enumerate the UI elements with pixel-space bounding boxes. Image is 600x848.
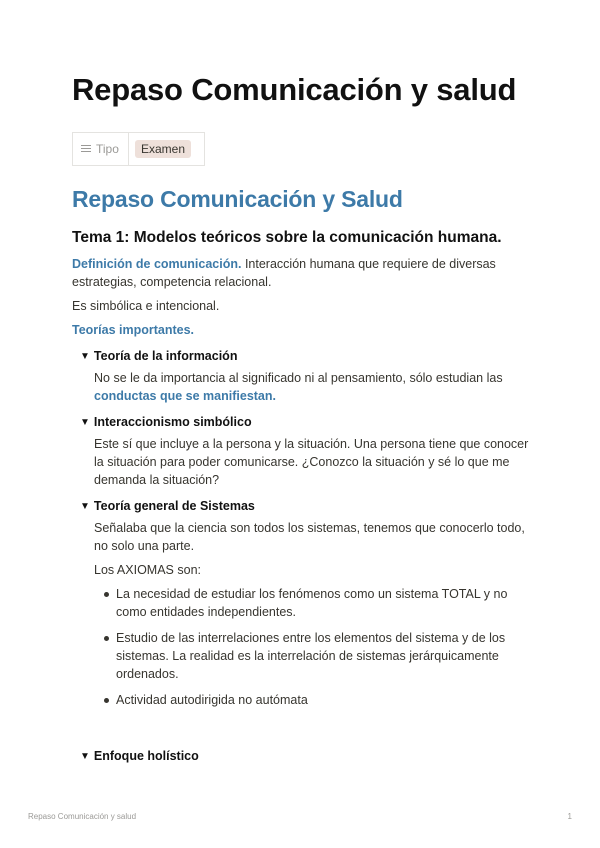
list-item: Actividad autodirigida no autómata — [102, 691, 532, 709]
list-item: Estudio de las interrelaciones entre los elementos del sistema y de los sistemas. La realidad es la interrelación de sistemas jerárquicamente ordenados. — [102, 629, 532, 683]
definicion-label: Definición de comunicación. — [72, 257, 242, 271]
axiomas-label: Los AXIOMAS son: — [94, 563, 201, 577]
toggle-title: Teoría de la información — [93, 349, 238, 363]
heading-tema-1: Tema 1: Modelos teóricos sobre la comunicación humana. — [72, 229, 502, 246]
list-icon — [81, 145, 91, 153]
page-content — [72, 186, 532, 769]
definicion-paragraph — [72, 255, 532, 291]
toggle-teoria-informacion[interactable] — [80, 349, 532, 363]
property-tipo-label: Tipo — [96, 142, 119, 156]
toggle-text-plain: No se le da importancia al significado ni al pensamiento, sólo estudian las — [94, 371, 503, 385]
toggle-teoria-sistemas[interactable] — [80, 499, 532, 513]
toggle-body-teoria-informacion — [94, 369, 532, 405]
toggle-body-teoria-sistemas — [94, 519, 532, 709]
properties-table — [72, 132, 205, 166]
page-title: Repaso Comunicación y salud — [72, 72, 517, 107]
simbolica-paragraph: Es simbólica e intencional. — [72, 299, 220, 313]
teorias-label: Teorías importantes. — [72, 323, 195, 337]
toggle-enfoque-holistico[interactable] — [80, 749, 532, 763]
toggle-triangle-icon[interactable]: ▼ — [80, 350, 90, 362]
axiomas-list — [102, 585, 532, 709]
toggle-interaccionismo[interactable] — [80, 415, 532, 429]
footer-title: Repaso Comunicación y salud — [28, 812, 137, 821]
list-item: La necesidad de estudiar los fenómenos como un sistema TOTAL y no como entidades independientes. — [102, 585, 532, 621]
footer-page-number: 1 — [567, 812, 572, 821]
property-tipo[interactable] — [73, 133, 129, 165]
property-tipo-value[interactable]: Examen — [135, 140, 191, 158]
toggle-title: Interaccionismo simbólico — [93, 415, 252, 429]
toggle-triangle-icon[interactable]: ▼ — [80, 500, 90, 512]
toggle-body-interaccionismo — [94, 435, 532, 489]
toggle-triangle-icon[interactable]: ▼ — [80, 416, 90, 428]
toggle-text: Señalaba que la ciencia son todos los sistemas, tenemos que conocerlo todo, no solo una parte. — [94, 521, 525, 553]
page-footer — [28, 812, 572, 821]
toggle-triangle-icon[interactable]: ▼ — [80, 750, 90, 762]
toggle-text-link: conductas que se manifiestan. — [94, 389, 276, 403]
toggle-title: Enfoque holístico — [93, 749, 199, 763]
toggle-text — [94, 369, 532, 405]
definicion-text: Interacción humana que requiere de diversas estrategias, competencia relacional. — [72, 257, 496, 289]
toggle-text: Este sí que incluye a la persona y la situación. Una persona tiene que conocer la situación para poder comunicarse. ¿Conozco la situación y sé lo que me demanda la situación? — [94, 437, 529, 487]
heading-main: Repaso Comunicación y Salud — [72, 186, 403, 212]
toggle-title: Teoría general de Sistemas — [93, 499, 255, 513]
teorias-paragraph — [72, 321, 532, 339]
